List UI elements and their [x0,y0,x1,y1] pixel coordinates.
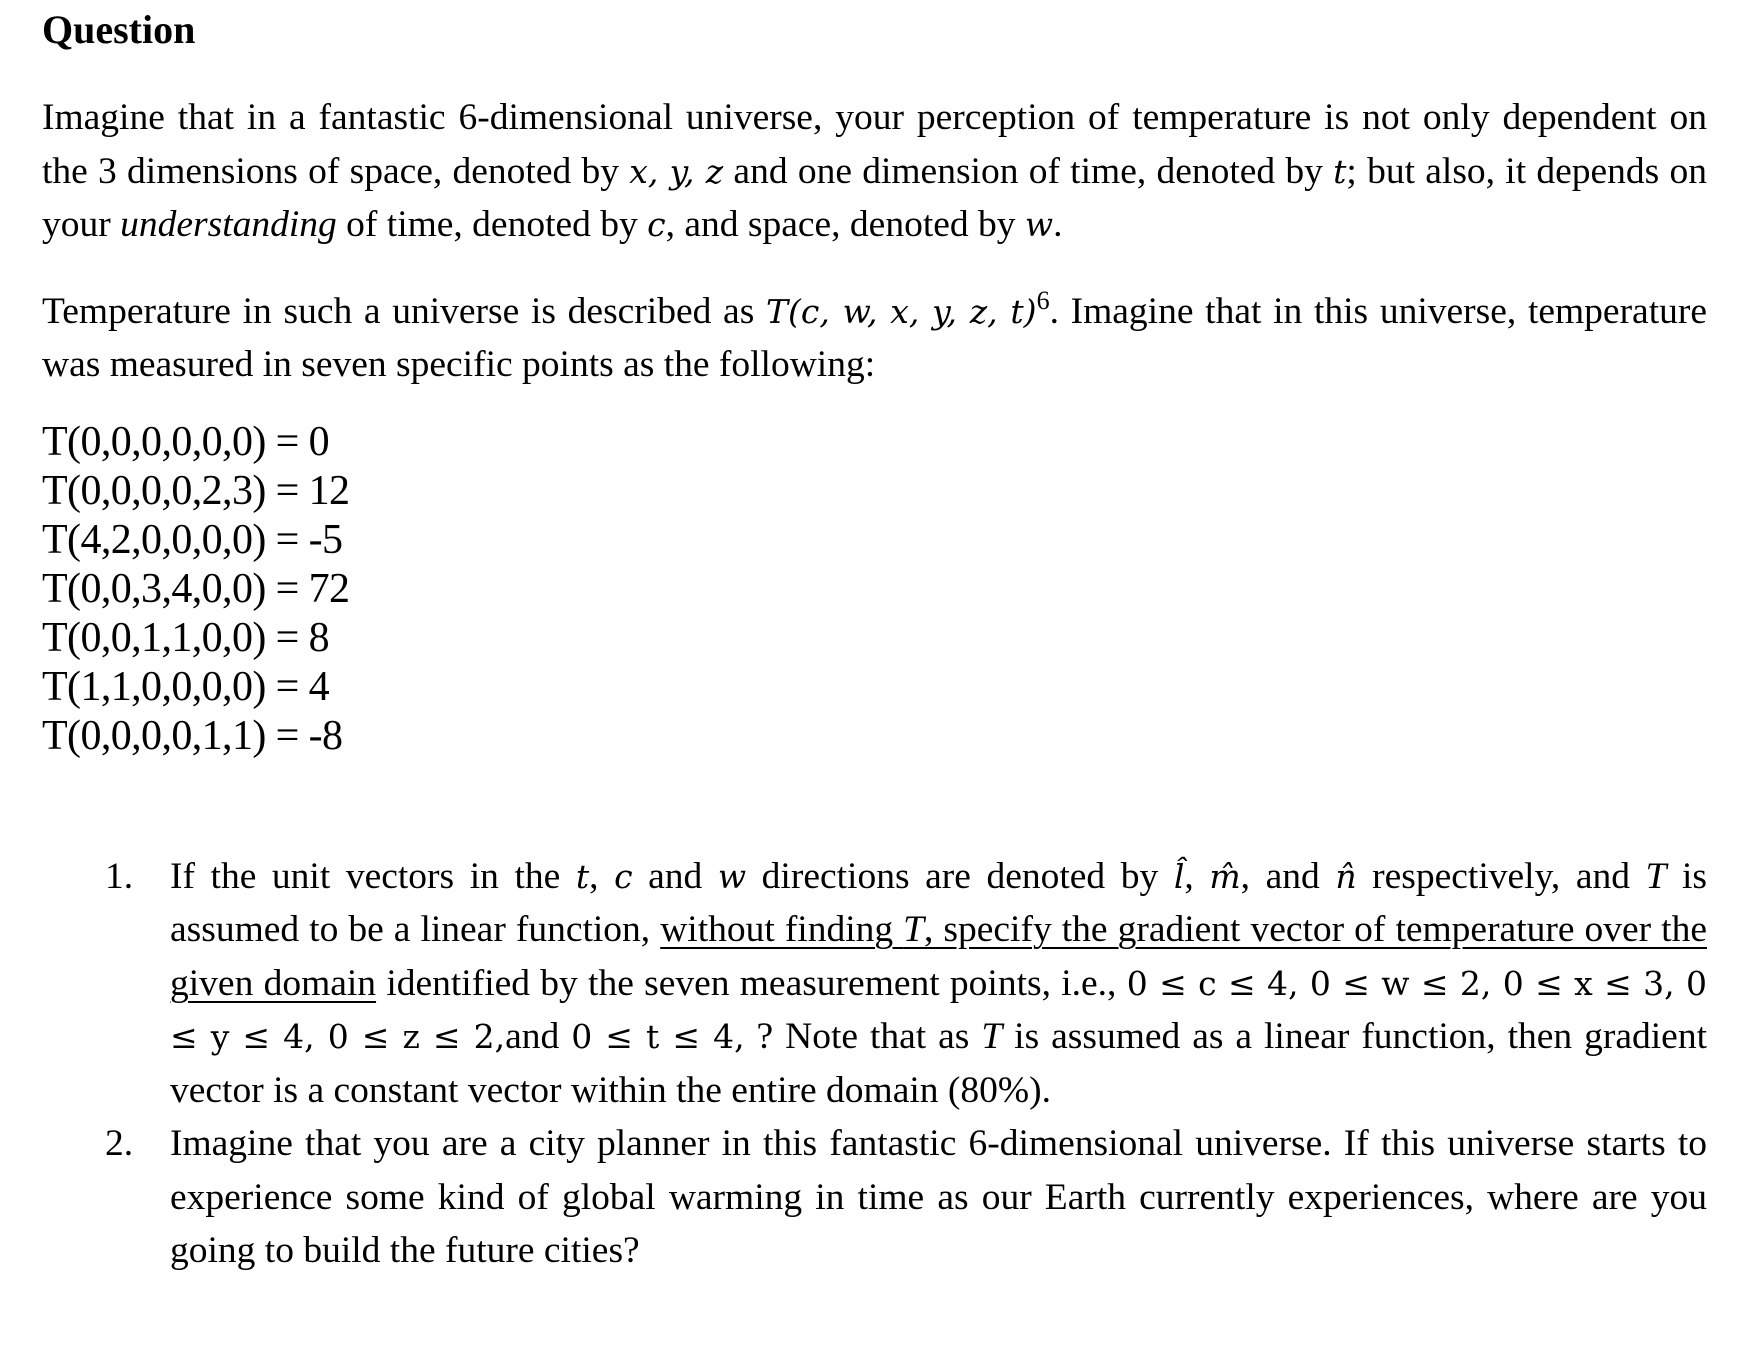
measurement-row: T(0,0,0,0,1,1) = -8 [42,712,343,759]
unit-vector-m: m̂ [1209,856,1241,896]
superscript-6: 6 [1036,285,1050,315]
math-w: w [1024,205,1054,244]
question-number-2: 2. [105,1123,134,1164]
q1-text-1: If the unit vectors in the [170,855,576,897]
intro-text-4: of time, denoted by [336,204,648,245]
question-number-1: 1. [105,855,134,897]
temperature-paragraph [42,285,1707,392]
measurement-row: T(4,2,0,0,0,0) = -5 [42,516,343,563]
math-t: t [575,856,590,896]
math-temperature-function: T(c, w, x, y, z, t) [765,291,1037,331]
q1-text-4: directions are denoted by [746,855,1174,897]
math-c: c [614,856,633,896]
math-domain: 0 ≤ c ≤ 4, 0 ≤ w ≤ 2, 0 ≤ x ≤ 3, 0 ≤ y ≤ 4, 0 ≤ z ≤ 2, [170,963,1708,1056]
math-domain-t: 0 ≤ t ≤ 4, [571,1017,745,1056]
q1-text-9: identified by the seven measurement points, i.e., [376,962,1127,1004]
italic-T: T [903,909,925,950]
italic-T: T [981,1016,1003,1057]
q1-text-7: respectively, and [1356,855,1646,897]
measurement-list [42,418,1707,761]
q1-text-5: , [1184,855,1210,897]
question-1-text [170,850,1707,1118]
document-page [42,0,1707,1278]
intro-text-6: . [1053,204,1063,245]
intro-paragraph [42,91,1707,252]
temperature-text-1: Temperature in such a universe is described as [42,290,766,332]
measurement-row: T(0,0,0,0,2,3) = 12 [42,467,350,514]
measurement-row: T(0,0,1,1,0,0) = 8 [42,614,330,661]
question-item-2 [42,1117,1707,1278]
unit-vector-l: l̂ [1173,856,1185,896]
italic-T: T [1645,855,1667,897]
intro-text-3: ; but also, it depends on your [42,150,1707,245]
measurement-row: T(1,1,0,0,0,0) = 4 [42,663,330,710]
q1-text-10: and [505,1016,572,1057]
underline-text-b: , specify the gradient vector of temperature over the given domain [170,909,1707,1004]
underline-text-a: without finding [660,909,904,950]
math-xyz: x, y, z [629,151,724,191]
question-list [42,850,1707,1278]
emphasis-understanding: understanding [120,204,337,245]
q1-text-6: , and [1240,855,1336,897]
q1-text-8: is assumed to be a linear function, [170,855,1707,950]
q1-text-12: is assumed as a linear function, then gradient vector is a constant vector within the entire domain (80%). [170,1016,1707,1111]
q1-text-3: and [632,855,718,897]
question-item-1 [42,850,1707,1118]
measurement-row: T(0,0,3,4,0,0) = 72 [42,565,350,612]
math-c: c [647,205,666,244]
math-w: w [717,856,747,896]
temperature-text-2: . Imagine that in this universe, temperature was measured in seven specific points as the following: [42,290,1707,385]
math-t: t [1333,151,1347,191]
question-heading: Question [42,7,196,52]
q1-text-2: , [589,855,615,897]
question-2-text: Imagine that you are a city planner in this fantastic 6-dimensional universe. If this universe starts to experience some kind of global warming in time as our Earth currently experiences, where are you going to build the future cities? [170,1123,1707,1271]
q1-text-11: ? Note that as [744,1016,982,1057]
measurement-row: T(0,0,0,0,0,0) = 0 [42,418,330,465]
intro-text-2: and one dimension of time, denoted by [723,150,1334,192]
intro-text-5: , and space, denoted by [665,204,1025,245]
intro-text-1: Imagine that in a fantastic 6-dimensional universe, your perception of temperature is not only dependent on the 3 dimensions of space, denoted by [42,97,1707,192]
unit-vector-n: n̂ [1335,856,1357,896]
